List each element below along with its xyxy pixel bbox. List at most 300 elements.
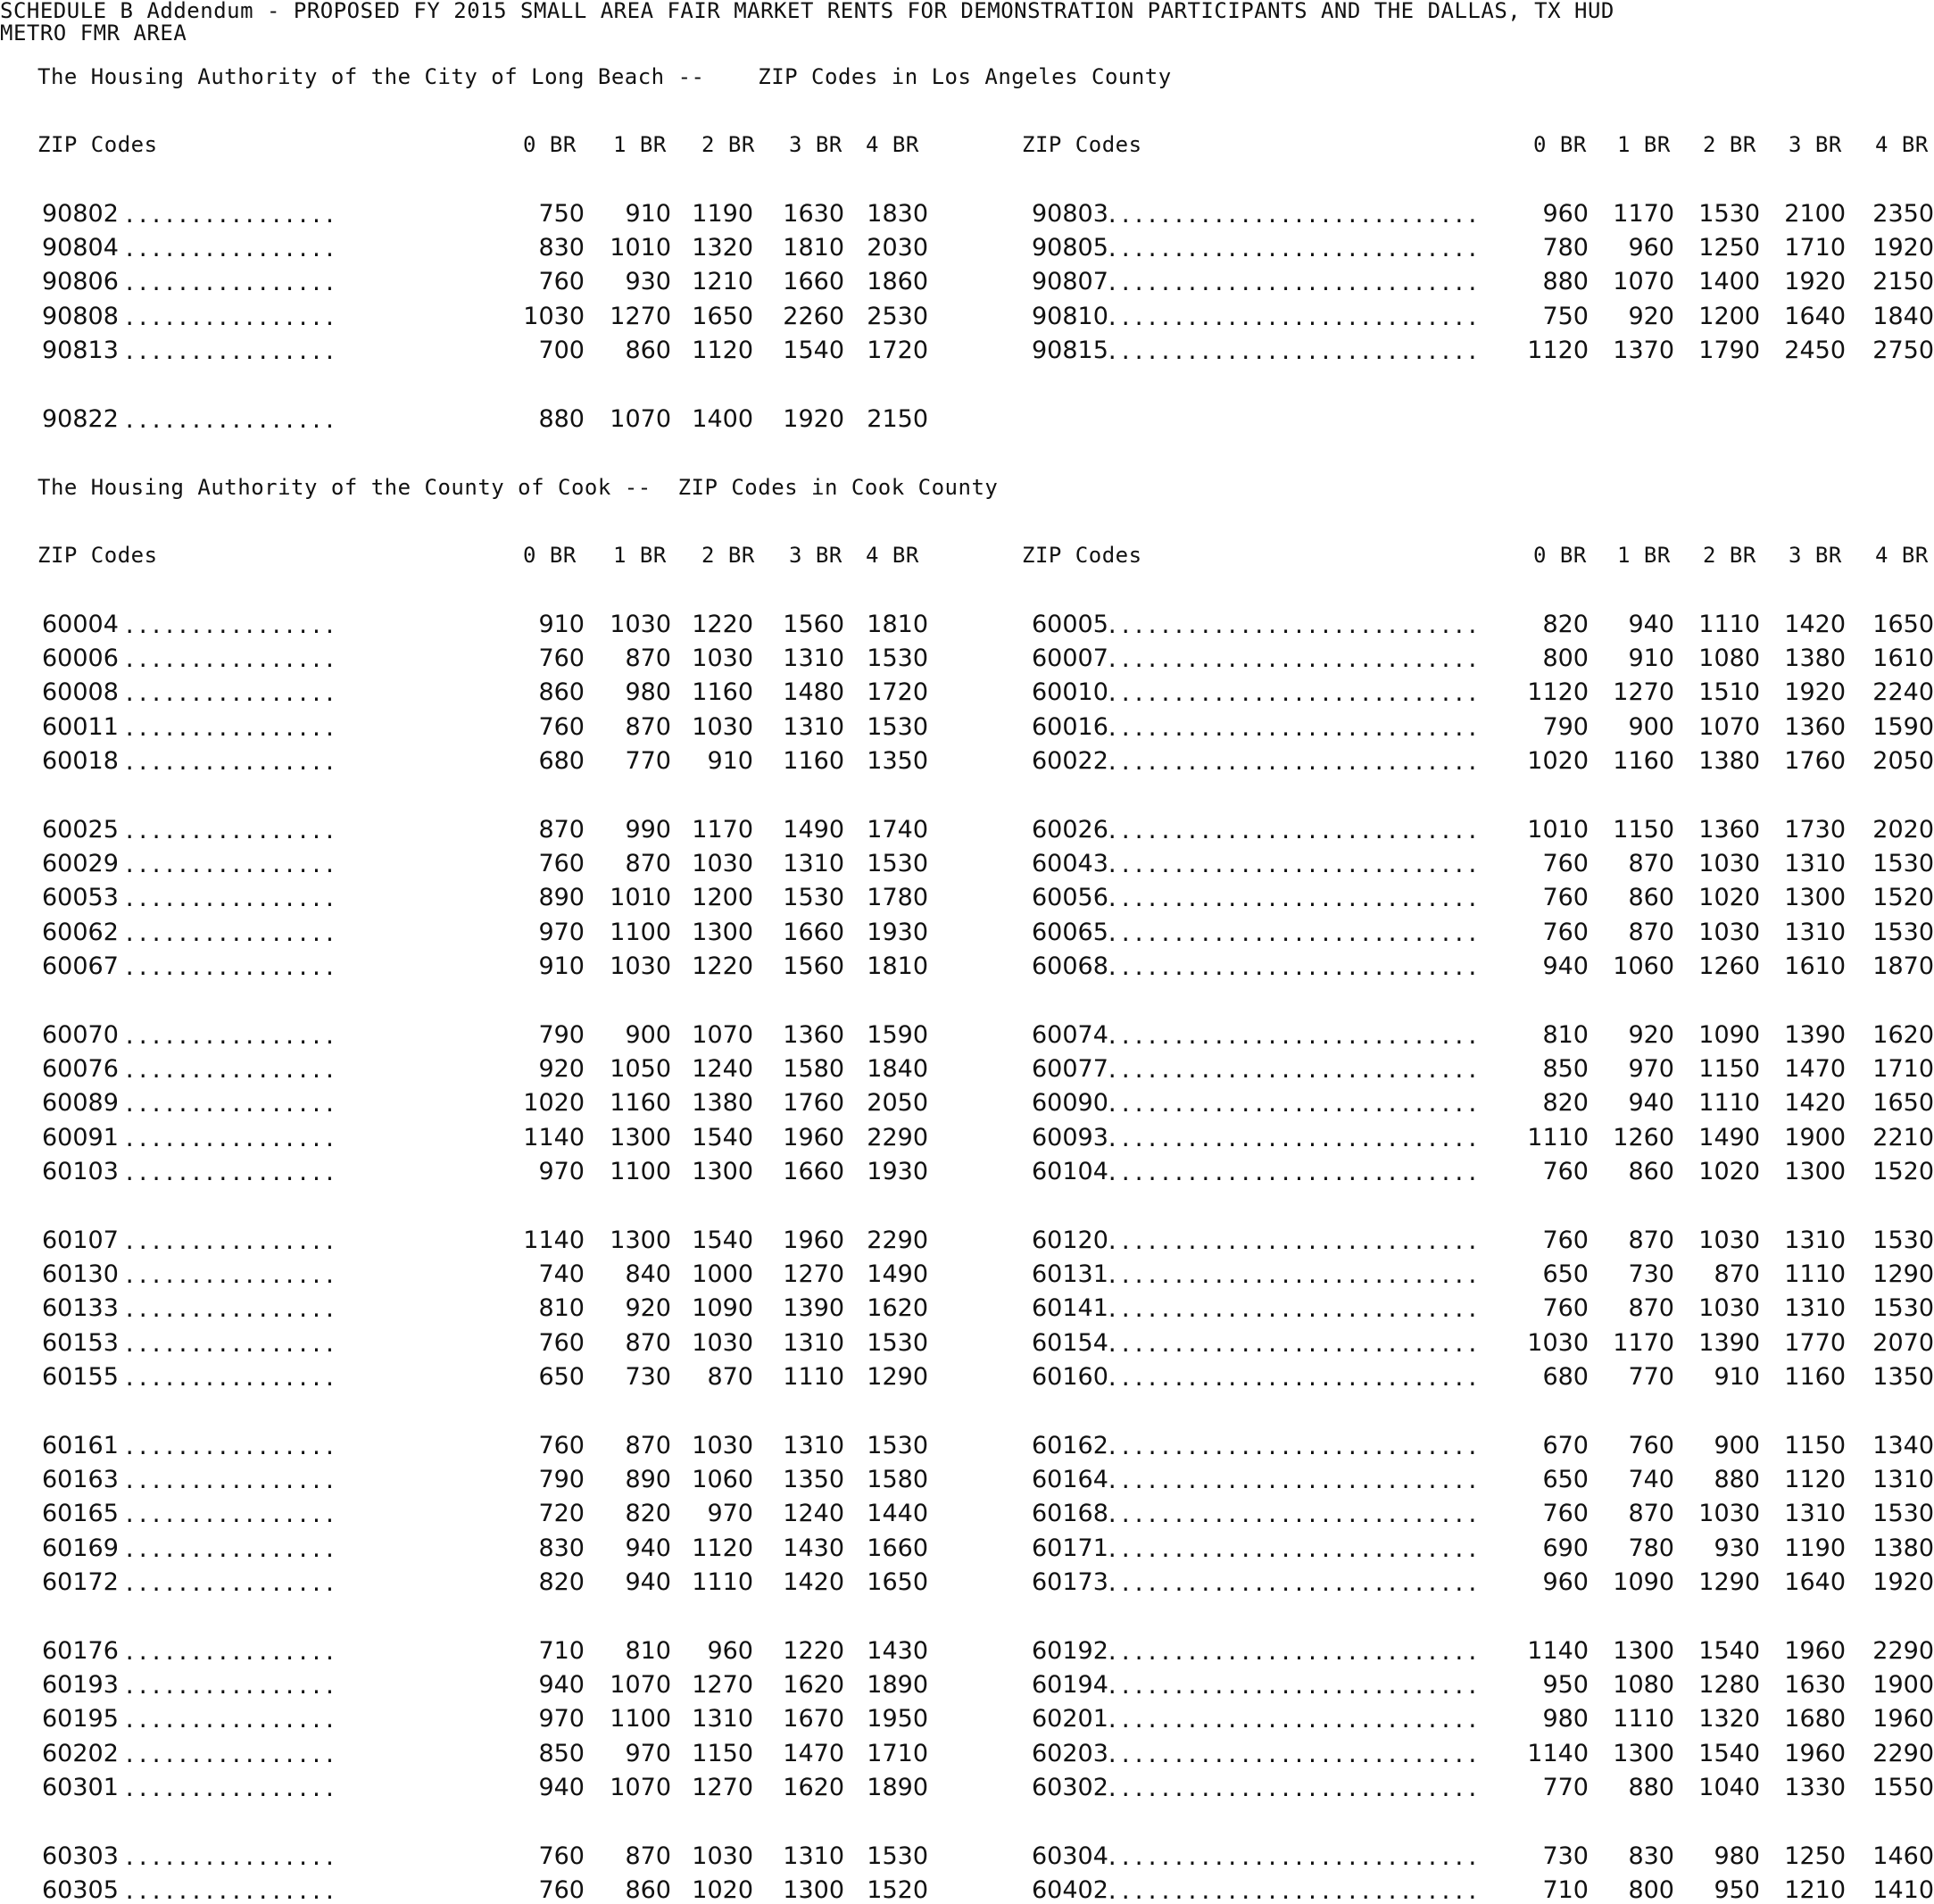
dot-leader: ............................ [1106, 1536, 1480, 1562]
zip-code: 60103 [42, 1157, 119, 1185]
zip-code: 60162 [1032, 1432, 1108, 1459]
rent-value: 1530 [867, 712, 928, 741]
rent-value: 1890 [867, 1671, 928, 1700]
rent-value: 870 [625, 712, 671, 741]
dot-leader: ................ [123, 270, 337, 296]
rent-value: 890 [538, 884, 585, 912]
rent-value: 910 [625, 200, 671, 228]
rent-value: 1440 [867, 1500, 928, 1528]
rent-value: 1960 [1784, 1739, 1846, 1767]
dot-leader: ................ [123, 1775, 337, 1801]
rent-value: 870 [625, 1842, 671, 1870]
rent-value: 700 [538, 336, 585, 364]
rent-value: 980 [1542, 1705, 1589, 1734]
rent-value: 1310 [783, 1328, 844, 1357]
rent-value: 870 [1628, 1500, 1674, 1528]
rent-value: 1030 [692, 712, 753, 741]
dot-leader: ................ [123, 886, 337, 912]
rent-value: 1680 [1784, 1705, 1846, 1734]
rent-value: 870 [1628, 1226, 1674, 1254]
rent-value: 1530 [1872, 1500, 1934, 1528]
rent-value: 1420 [1784, 611, 1846, 638]
zip-code: 60093 [1032, 1123, 1108, 1152]
zip-code: 60007 [1032, 644, 1108, 673]
rent-value: 1490 [867, 1260, 928, 1289]
rent-value: 2020 [1872, 816, 1934, 844]
rent-value: 970 [625, 1739, 671, 1767]
rent-value: 1150 [1698, 1055, 1760, 1084]
column-header-br: 4 BR [866, 543, 919, 568]
rent-value: 760 [538, 712, 585, 741]
rent-value: 1250 [1698, 234, 1760, 262]
rent-value: 760 [1542, 1157, 1589, 1185]
rent-value: 2750 [1872, 336, 1934, 364]
rent-value: 1020 [1698, 884, 1760, 912]
rent-value: 910 [538, 952, 585, 980]
rent-value: 940 [625, 1534, 671, 1562]
rent-value: 1220 [783, 1637, 844, 1665]
rent-value: 1300 [610, 1123, 671, 1152]
zip-code: 60301 [42, 1773, 119, 1801]
rent-value: 850 [538, 1739, 585, 1767]
zip-code: 60164 [1032, 1466, 1108, 1494]
rent-value: 1120 [1527, 336, 1589, 364]
zip-code: 60304 [1032, 1842, 1108, 1870]
rent-value: 1070 [1613, 268, 1674, 296]
rent-value: 870 [625, 850, 671, 878]
rent-value: 860 [1628, 1157, 1674, 1185]
dot-leader: ................ [123, 852, 337, 878]
rent-value: 1520 [1872, 1157, 1934, 1185]
rent-value: 1250 [1784, 1842, 1846, 1870]
column-header-br: 1 BR [1617, 543, 1671, 568]
rent-value: 2050 [1872, 746, 1934, 775]
rent-value: 1200 [1698, 302, 1760, 330]
rent-value: 1960 [1872, 1705, 1934, 1734]
rent-value: 1430 [867, 1637, 928, 1665]
rent-value: 770 [1628, 1362, 1674, 1391]
rent-value: 1030 [1698, 1226, 1760, 1254]
rent-value: 760 [538, 1876, 585, 1904]
rent-value: 980 [625, 678, 671, 707]
dot-leader: ............................ [1106, 270, 1480, 296]
rent-value: 1110 [1527, 1123, 1589, 1152]
rent-value: 830 [538, 1534, 585, 1562]
dot-leader: ................ [123, 338, 337, 364]
rent-value: 1350 [867, 746, 928, 775]
zip-code: 90803 [1032, 200, 1108, 228]
rent-value: 1620 [867, 1294, 928, 1323]
dot-leader: ................ [123, 1536, 337, 1562]
rent-value: 1710 [1872, 1055, 1934, 1084]
rent-value: 2100 [1784, 200, 1846, 228]
dot-leader: ............................ [1106, 1742, 1480, 1767]
rent-value: 1520 [867, 1876, 928, 1904]
dot-leader: ................ [123, 1845, 337, 1870]
rent-value: 770 [1542, 1773, 1589, 1801]
rent-value: 2050 [867, 1089, 928, 1118]
rent-value: 1040 [1698, 1773, 1760, 1801]
zip-code: 60004 [42, 611, 119, 638]
rent-value: 820 [1542, 1089, 1589, 1118]
dot-leader: ............................ [1106, 1263, 1480, 1289]
rent-value: 810 [538, 1294, 585, 1323]
rent-value: 1090 [692, 1294, 753, 1323]
zip-code: 60176 [42, 1637, 119, 1665]
column-header-br: 2 BR [701, 543, 755, 568]
rent-value: 1840 [867, 1055, 928, 1084]
column-header-br: 0 BR [1533, 543, 1587, 568]
rent-value: 760 [1542, 1294, 1589, 1323]
rent-value: 1920 [1872, 234, 1934, 262]
dot-leader: ................ [123, 1708, 337, 1734]
rent-value: 940 [625, 1567, 671, 1596]
rent-value: 1810 [867, 952, 928, 980]
rent-value: 690 [1542, 1534, 1589, 1562]
rent-value: 2030 [867, 234, 928, 262]
rent-value: 1830 [867, 200, 928, 228]
rent-value: 880 [1714, 1466, 1760, 1494]
rent-value: 1140 [1527, 1739, 1589, 1767]
column-header-br: 1 BR [613, 543, 667, 568]
rent-value: 1240 [783, 1500, 844, 1528]
zip-code: 60172 [42, 1567, 119, 1596]
rent-value: 1790 [1698, 336, 1760, 364]
zip-code: 60168 [1032, 1500, 1108, 1528]
rent-value: 1170 [692, 816, 753, 844]
rent-value: 1110 [1784, 1260, 1846, 1289]
rent-value: 1210 [1784, 1876, 1846, 1904]
dot-leader: ................ [123, 613, 337, 638]
rent-value: 1310 [1784, 1294, 1846, 1323]
rent-value: 1170 [1613, 200, 1674, 228]
dot-leader: ................ [123, 1640, 337, 1665]
column-header-zip: ZIP Codes [1022, 132, 1142, 157]
rent-value: 1960 [1784, 1637, 1846, 1665]
rent-value: 2240 [1872, 678, 1934, 707]
zip-code: 60169 [42, 1534, 119, 1562]
rent-value: 1840 [1872, 302, 1934, 330]
rent-value: 870 [707, 1362, 753, 1391]
zip-code: 60302 [1032, 1773, 1108, 1801]
rent-value: 940 [1542, 952, 1589, 980]
zip-code: 90808 [42, 302, 119, 330]
rent-value: 1610 [1784, 952, 1846, 980]
rent-value: 1150 [1613, 816, 1674, 844]
rent-value: 1030 [610, 952, 671, 980]
zip-code: 60104 [1032, 1157, 1108, 1185]
zip-code: 60010 [1032, 678, 1108, 707]
zip-code: 60303 [42, 1842, 119, 1870]
rent-value: 2210 [1872, 1123, 1934, 1152]
rent-value: 1160 [783, 746, 844, 775]
rent-value: 1390 [1784, 1021, 1846, 1049]
rent-value: 1590 [1872, 712, 1934, 741]
rent-value: 860 [625, 1876, 671, 1904]
rent-value: 1630 [783, 200, 844, 228]
rent-value: 1020 [1698, 1157, 1760, 1185]
rent-value: 670 [1542, 1432, 1589, 1459]
dot-leader: ............................ [1106, 1297, 1480, 1323]
rent-value: 1470 [1784, 1055, 1846, 1084]
rent-value: 1530 [783, 884, 844, 912]
rent-value: 1900 [1872, 1671, 1934, 1700]
dot-leader: ............................ [1106, 613, 1480, 638]
zip-code: 90807 [1032, 268, 1108, 296]
rent-value: 970 [1628, 1055, 1674, 1084]
rent-value: 870 [538, 816, 585, 844]
rent-value: 990 [625, 816, 671, 844]
column-header-br: 2 BR [701, 132, 755, 157]
rent-value: 710 [538, 1637, 585, 1665]
dot-leader: ................ [123, 920, 337, 946]
zip-code: 60026 [1032, 816, 1108, 844]
rent-value: 760 [1542, 884, 1589, 912]
rent-value: 760 [538, 644, 585, 673]
rent-value: 1920 [1784, 678, 1846, 707]
rent-value: 1610 [1872, 644, 1934, 673]
rent-value: 910 [538, 611, 585, 638]
dot-leader: ................ [123, 1263, 337, 1289]
rent-value: 970 [707, 1500, 753, 1528]
rent-value: 750 [1542, 302, 1589, 330]
dot-leader: ............................ [1106, 954, 1480, 980]
dot-leader: ............................ [1106, 1331, 1480, 1357]
rent-value: 920 [1628, 1021, 1674, 1049]
zip-code: 60155 [42, 1362, 119, 1391]
rent-value: 650 [1542, 1466, 1589, 1494]
dot-leader: ............................ [1106, 1160, 1480, 1185]
rent-value: 1300 [1613, 1739, 1674, 1767]
dot-leader: ................ [123, 819, 337, 844]
rent-value: 950 [1714, 1876, 1760, 1904]
rent-value: 760 [1542, 1226, 1589, 1254]
rent-value: 1310 [1784, 1500, 1846, 1528]
zip-code: 60171 [1032, 1534, 1108, 1562]
zip-code: 90822 [42, 405, 119, 433]
rent-value: 1190 [692, 200, 753, 228]
rent-value: 1300 [692, 918, 753, 946]
rent-value: 1270 [610, 302, 671, 330]
section-title: The Housing Authority of the County of Cook -- ZIP Codes in Cook County [37, 475, 999, 500]
dot-leader: ............................ [1106, 852, 1480, 878]
dot-leader: ............................ [1106, 1365, 1480, 1391]
rent-value: 900 [1628, 712, 1674, 741]
rent-value: 930 [625, 268, 671, 296]
zip-code: 90815 [1032, 336, 1108, 364]
document-title-line-1: SCHEDULE B Addendum - PROPOSED FY 2015 SMALL AREA FAIR MARKET RENTS FOR DEMONSTRATION PARTICIPANTS AND THE DALLAS, TX HUD [0, 0, 1614, 23]
dot-leader: ............................ [1106, 1775, 1480, 1801]
rent-value: 1070 [610, 1773, 671, 1801]
zip-code: 60016 [1032, 712, 1108, 741]
rent-value: 1310 [692, 1705, 753, 1734]
rent-value: 1580 [783, 1055, 844, 1084]
rent-value: 760 [1542, 850, 1589, 878]
zip-code: 60029 [42, 850, 119, 878]
rent-value: 1530 [1872, 1226, 1934, 1254]
rent-value: 870 [1628, 1294, 1674, 1323]
rent-value: 870 [625, 1432, 671, 1459]
rent-value: 1210 [692, 268, 753, 296]
rent-value: 880 [538, 405, 585, 433]
rent-value: 1070 [1698, 712, 1760, 741]
zip-code: 60076 [42, 1055, 119, 1084]
rent-value: 1140 [523, 1226, 585, 1254]
zip-code: 60402 [1032, 1876, 1108, 1904]
column-header-br: 4 BR [866, 132, 919, 157]
rent-value: 970 [538, 1705, 585, 1734]
dot-leader: ............................ [1106, 647, 1480, 673]
rent-value: 1650 [1872, 611, 1934, 638]
rent-value: 1090 [1613, 1567, 1674, 1596]
zip-code: 60160 [1032, 1362, 1108, 1391]
zip-code: 60089 [42, 1089, 119, 1118]
dot-leader: ............................ [1106, 886, 1480, 912]
rent-value: 860 [625, 336, 671, 364]
rent-value: 960 [707, 1637, 753, 1665]
dot-leader: ................ [123, 1674, 337, 1700]
rent-value: 1640 [1784, 302, 1846, 330]
rent-value: 680 [538, 746, 585, 775]
dot-leader: ............................ [1106, 338, 1480, 364]
rent-value: 1160 [610, 1089, 671, 1118]
rent-value: 2260 [783, 302, 844, 330]
rent-value: 680 [1542, 1362, 1589, 1391]
rent-value: 1420 [1784, 1089, 1846, 1118]
rent-value: 1070 [692, 1021, 753, 1049]
rent-value: 1220 [692, 611, 753, 638]
rent-value: 1530 [867, 1328, 928, 1357]
rent-value: 790 [1542, 712, 1589, 741]
rent-value: 1110 [692, 1567, 753, 1596]
rent-value: 780 [1542, 234, 1589, 262]
rent-value: 1060 [1613, 952, 1674, 980]
rent-value: 760 [538, 1328, 585, 1357]
rent-value: 1240 [692, 1055, 753, 1084]
zip-code: 90813 [42, 336, 119, 364]
zip-code: 60091 [42, 1123, 119, 1152]
rent-value: 1030 [692, 850, 753, 878]
zip-code: 60053 [42, 884, 119, 912]
rent-value: 1660 [783, 918, 844, 946]
rent-value: 900 [1714, 1432, 1760, 1459]
rent-value: 1560 [783, 611, 844, 638]
rent-value: 2290 [867, 1226, 928, 1254]
rent-value: 1140 [523, 1123, 585, 1152]
rent-value: 1260 [1698, 952, 1760, 980]
rent-value: 1120 [692, 336, 753, 364]
rent-value: 1290 [1872, 1260, 1934, 1289]
rent-value: 1550 [1872, 1773, 1934, 1801]
column-header-br: 0 BR [523, 543, 577, 568]
rent-value: 1350 [783, 1466, 844, 1494]
rent-value: 730 [1628, 1260, 1674, 1289]
rent-value: 730 [625, 1362, 671, 1391]
zip-code: 60043 [1032, 850, 1108, 878]
dot-leader: ................ [123, 1160, 337, 1185]
rent-value: 1920 [783, 405, 844, 433]
rent-value: 760 [538, 850, 585, 878]
rent-value: 1310 [783, 1842, 844, 1870]
rent-value: 1620 [1872, 1021, 1934, 1049]
rent-value: 1080 [1698, 644, 1760, 673]
dot-leader: ................ [123, 1570, 337, 1596]
rent-value: 1030 [1698, 1294, 1760, 1323]
rent-value: 1530 [1872, 1294, 1934, 1323]
rent-value: 2290 [1872, 1739, 1934, 1767]
rent-value: 1350 [1872, 1362, 1934, 1391]
dot-leader: ................ [123, 237, 337, 262]
rent-value: 960 [1542, 200, 1589, 228]
rent-value: 1660 [783, 268, 844, 296]
rent-value: 720 [538, 1500, 585, 1528]
zip-code: 60008 [42, 678, 119, 707]
zip-code: 60062 [42, 918, 119, 946]
rent-value: 1540 [692, 1123, 753, 1152]
rent-value: 1770 [1784, 1328, 1846, 1357]
rent-value: 1150 [1784, 1432, 1846, 1459]
zip-code: 60194 [1032, 1671, 1108, 1700]
rent-value: 1380 [1784, 644, 1846, 673]
rent-value: 1160 [1784, 1362, 1846, 1391]
rent-value: 1290 [867, 1362, 928, 1391]
rent-value: 850 [1542, 1055, 1589, 1084]
rent-value: 760 [1542, 1500, 1589, 1528]
rent-value: 1300 [1784, 884, 1846, 912]
rent-value: 1810 [783, 234, 844, 262]
dot-leader: ............................ [1106, 819, 1480, 844]
column-header-br: 4 BR [1875, 132, 1929, 157]
dot-leader: ............................ [1106, 920, 1480, 946]
rent-value: 1100 [610, 918, 671, 946]
rent-value: 960 [1628, 234, 1674, 262]
rent-value: 1010 [610, 884, 671, 912]
rent-value: 810 [625, 1637, 671, 1665]
rent-value: 1310 [783, 644, 844, 673]
column-header-br: 3 BR [789, 132, 842, 157]
rent-value: 1020 [692, 1876, 753, 1904]
rent-value: 1540 [692, 1226, 753, 1254]
rent-value: 1110 [1698, 1089, 1760, 1118]
dot-leader: ................ [123, 1365, 337, 1391]
rent-value: 1540 [1698, 1739, 1760, 1767]
rent-value: 1030 [692, 1432, 753, 1459]
rent-value: 830 [1628, 1842, 1674, 1870]
rent-value: 1430 [783, 1534, 844, 1562]
dot-leader: ................ [123, 1331, 337, 1357]
rent-value: 1960 [783, 1123, 844, 1152]
rent-value: 1530 [1872, 918, 1934, 946]
rent-value: 1620 [783, 1671, 844, 1700]
zip-code: 60011 [42, 712, 119, 741]
zip-code: 60165 [42, 1500, 119, 1528]
rent-value: 1590 [867, 1021, 928, 1049]
rent-value: 1310 [1784, 918, 1846, 946]
rent-value: 1310 [1872, 1466, 1934, 1494]
rent-value: 770 [625, 746, 671, 775]
rent-value: 1740 [867, 816, 928, 844]
zip-code: 60163 [42, 1466, 119, 1494]
rent-value: 910 [707, 746, 753, 775]
dot-leader: ................ [123, 1879, 337, 1904]
rent-value: 1030 [692, 1328, 753, 1357]
rent-value: 860 [538, 678, 585, 707]
rent-value: 2150 [1872, 268, 1934, 296]
dot-leader: ............................ [1106, 749, 1480, 775]
rent-value: 920 [1628, 302, 1674, 330]
rent-value: 1810 [867, 611, 928, 638]
rent-value: 950 [1542, 1671, 1589, 1700]
